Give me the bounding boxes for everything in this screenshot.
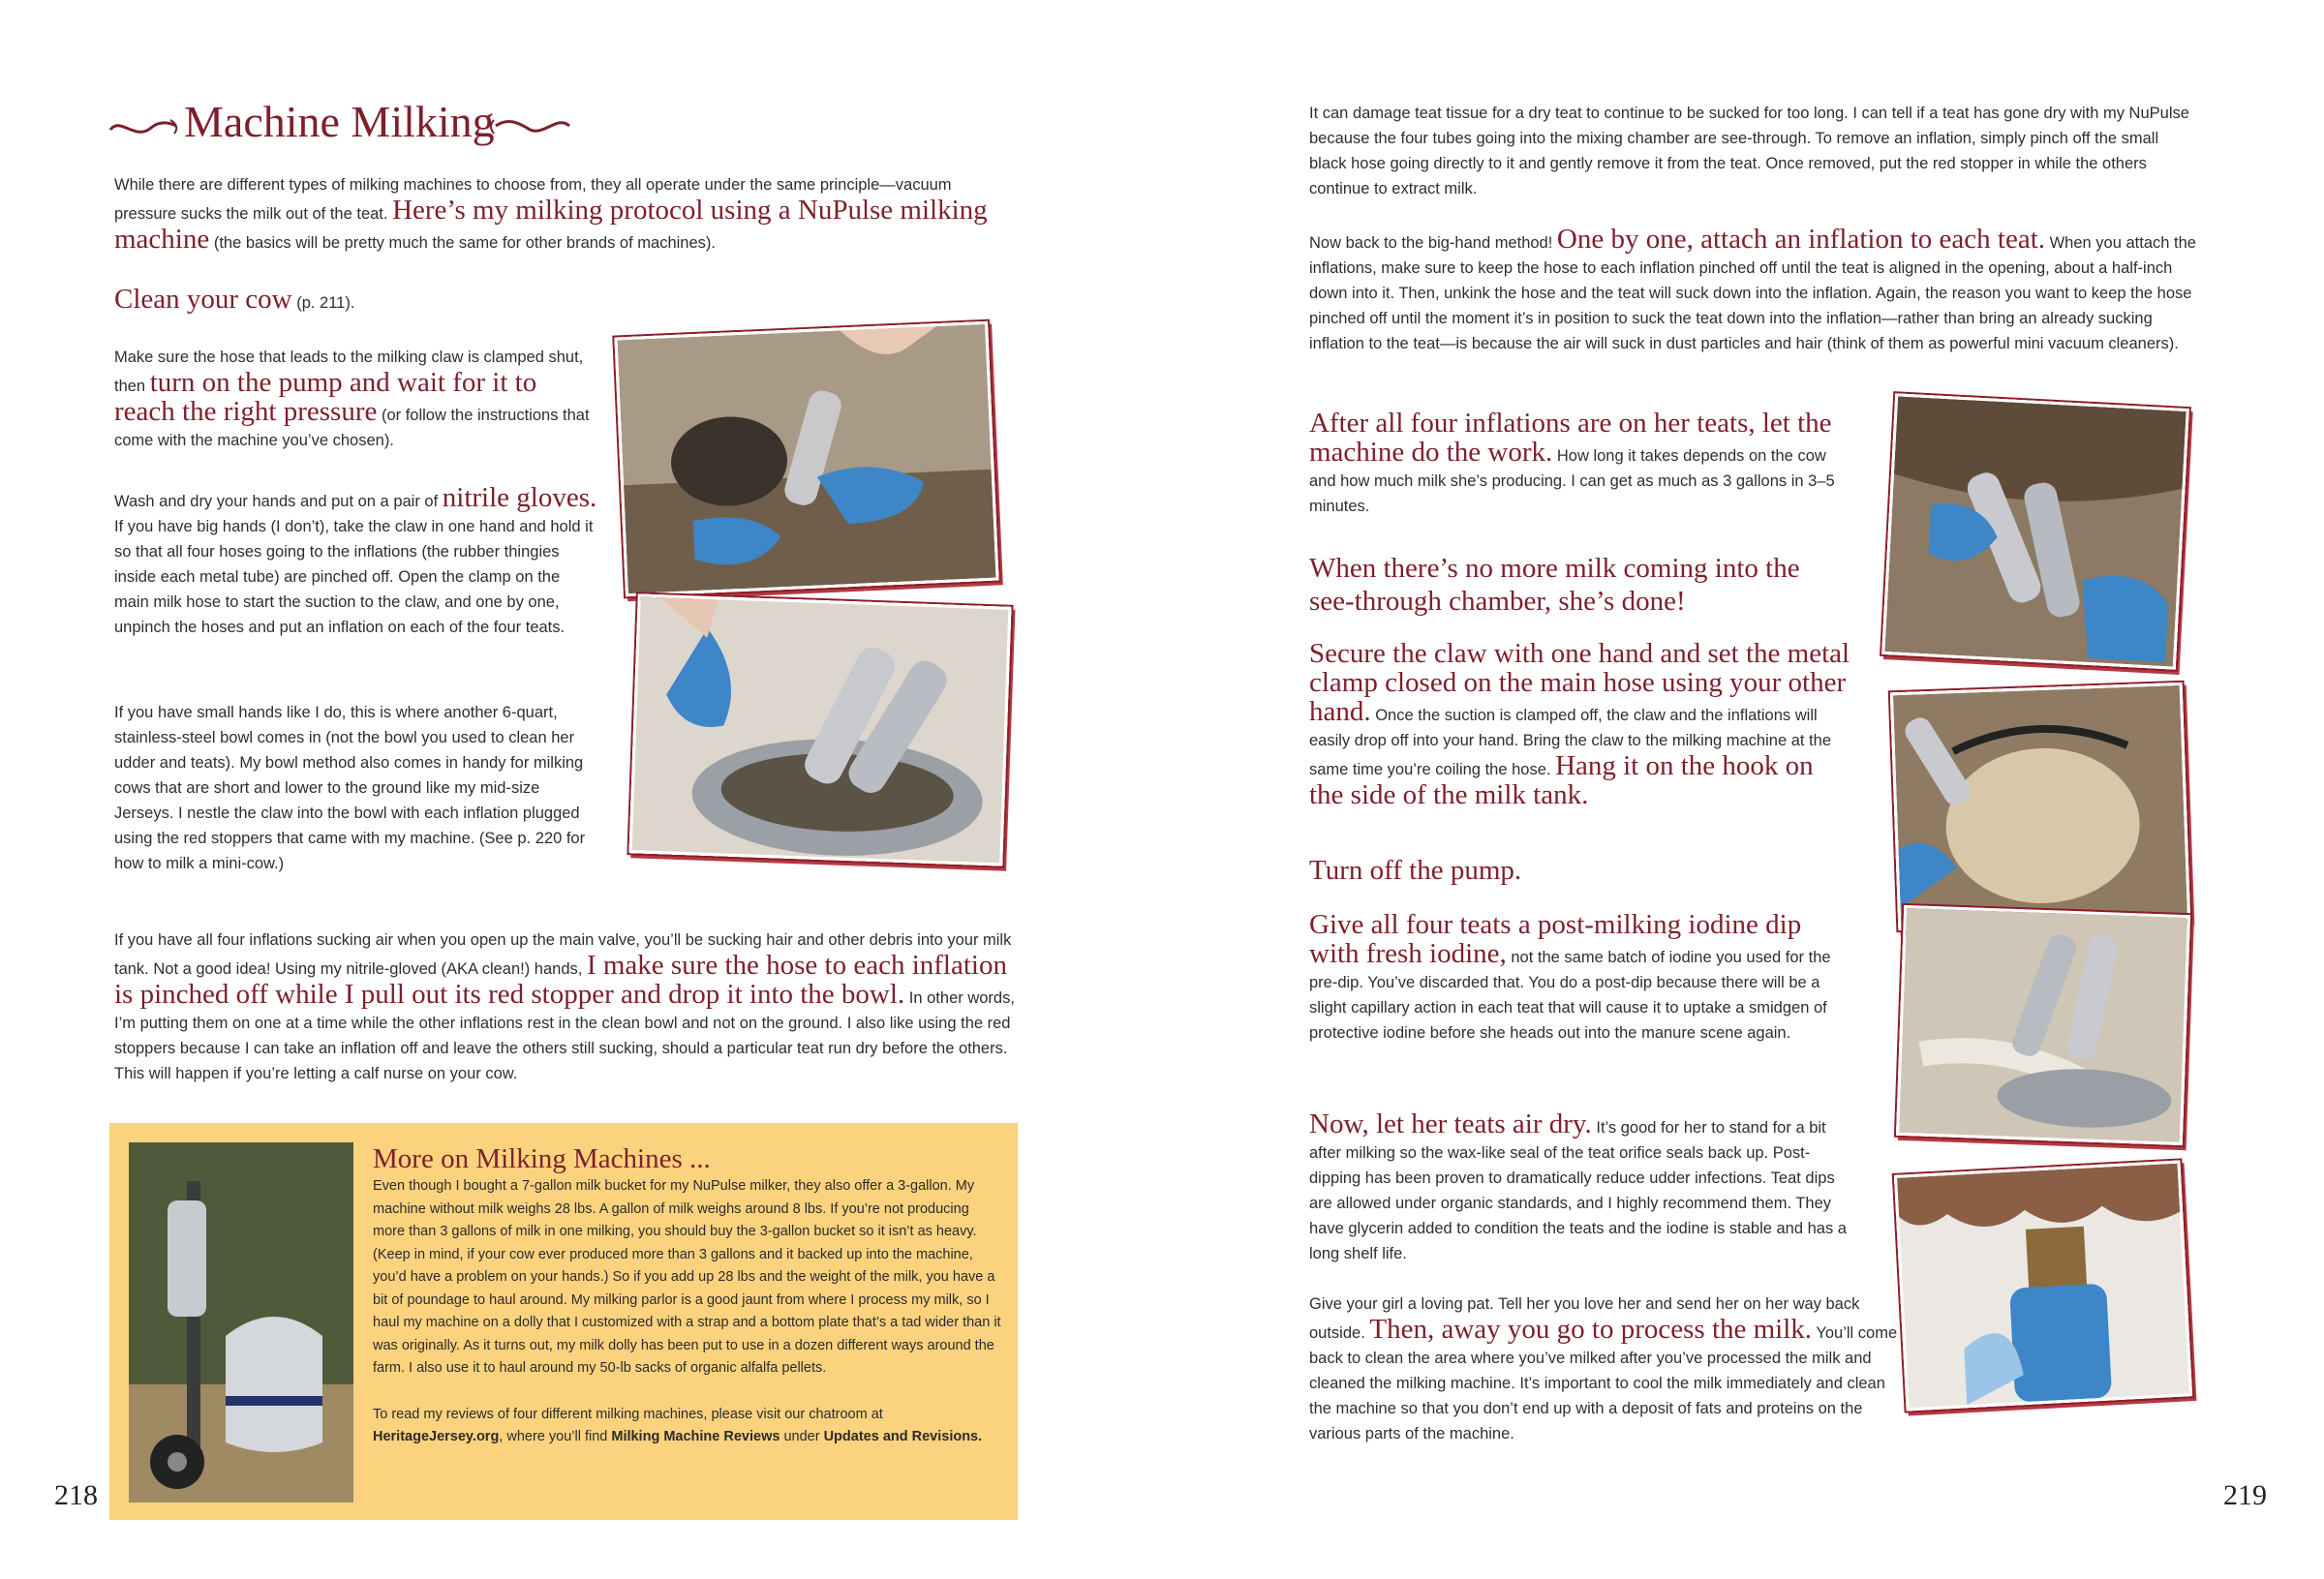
sidebar-footer-reviews: Milking Machine Reviews bbox=[611, 1429, 780, 1444]
secure-highlight: Secure the claw with one hand and set the metal clamp closed on the main hose using your other hand. bbox=[1309, 638, 1850, 727]
wash-paragraph bbox=[114, 482, 598, 640]
small-hands-paragraph: If you have small hands like I do, this is where another 6-quart, stainless-steel bowl comes in (not the bowl you used to clean her udder and teats). My bowl method also comes in handy for milking cows that are short and lower to the ground like my mid-size Jerseys. I nestle the claw into the bowl with each inflation plugged using the red stoppers that came with my machine. (See p. 220 for how to milk a mini-cow.) bbox=[114, 704, 586, 872]
photo-iodine-dip bbox=[1894, 1160, 2192, 1411]
photo-milker-on-dolly bbox=[129, 1142, 353, 1503]
page-title: Machine Milking bbox=[184, 97, 495, 146]
dip-tail: not the same batch of iodine you used for the pre-dip. You’ve discarded that. You do a post-dip because there will be a slight capillary action in each teat that will cause it to uptake a smidgen of protective iodine before she heads out into the manure scene again. bbox=[1309, 949, 1831, 1042]
secure-paragraph bbox=[1309, 638, 1851, 811]
dip-paragraph bbox=[1309, 909, 1851, 1046]
photo-claw-removed bbox=[1890, 683, 2190, 930]
airdry-highlight: Now, let her teats air dry. bbox=[1309, 1108, 1592, 1139]
swash-right-icon bbox=[486, 112, 573, 141]
sidebar-box bbox=[109, 1123, 1018, 1520]
sidebar-body: Even though I bought a 7-gallon milk bucket for my NuPulse milker, they also offer a 3-gallon. My machine without milk weighs 28 lbs. A gallon of milk weighs around 8 lbs. If you’re not producing more than 3 gallons of milk in one milking, you should buy the 3-gallon bucket so it isn’t as heavy. (Keep in mind, if your cow ever produced more than 3 gallons and it backed up into the machine, you’d have a problem on your hands.) So if you add up 28 lbs and the weight of the milk, you have a bit of poundage to haul around. My milking parlor is a good jaunt from where I process my milk, so I haul my machine on a dolly that I customized with a strap and a bottom plate that’s a tad wider than it was originally. As it turns out, my milk dolly has been put to use in a dozen different ways around the farm. I also use it to haul around my 50-lb sacks of organic alfalfa pellets. bbox=[373, 1178, 1001, 1376]
dry-paragraph: It can damage teat tissue for a dry teat to continue to be sucked for too long. I can tell if a teat has gone dry with my NuPulse because the four tubes going into the mixing chamber are see-through. To remove an inflation, simply pinch off the small black hose going directly to it and gently remove it from the teat. Once removed, put the red stopper in while the others continue to extract milk. bbox=[1309, 105, 2189, 197]
sidebar-footer bbox=[373, 1404, 1002, 1449]
page-title-row bbox=[107, 95, 610, 155]
bighand-text: Now back to the big-hand method! bbox=[1309, 234, 1553, 252]
photo-claw-in-bowl bbox=[628, 593, 1011, 865]
after-tail: How long it takes depends on the cow and how much milk she’s producing. I can get as much as 3 gallons in 3–5 minutes. bbox=[1309, 447, 1835, 515]
page-number-right: 219 bbox=[2223, 1479, 2267, 1511]
air-highlight: I make sure the hose to each inflation is pinched off while I pull out its red stopper and drop it into the bowl. bbox=[114, 950, 1007, 1010]
sidebar-title: More on Milking Machines ... bbox=[373, 1143, 711, 1174]
dip-highlight: Give all four teats a post-milking iodine dip with fresh iodine, bbox=[1309, 909, 1802, 969]
wash-highlight: nitrile gloves. bbox=[442, 482, 597, 513]
photo-inflations-on-teats bbox=[1881, 393, 2189, 670]
done-highlight: When there’s no more milk coming into the see-through chamber, she’s done! bbox=[1309, 553, 1800, 617]
clean-paragraph bbox=[114, 284, 598, 316]
photo-claw-hanging-icon bbox=[1899, 908, 2187, 1142]
swash-left-icon bbox=[107, 112, 184, 141]
clean-ref: (p. 211). bbox=[296, 294, 355, 312]
sidebar-footer-c: under bbox=[783, 1429, 820, 1444]
photo-claw-in-bowl-icon bbox=[632, 596, 1009, 863]
sidebar-footer-site[interactable]: HeritageJersey.org bbox=[373, 1429, 500, 1444]
airdry-tail: It’s good for her to stand for a bit after milking so the wax-like seal of the teat orifice seals back up. Post-dipping has been proven to dramatically reduce udder infections. Teat dips are allowed under organic standards, and I highly recommend them. They have glycerin added to condition the teats and the iodine is stable and has a long shelf life. bbox=[1309, 1119, 1847, 1262]
intro-paragraph bbox=[114, 172, 1015, 256]
bighand-paragraph bbox=[1309, 224, 2210, 356]
photo-milker-on-dolly-icon bbox=[129, 1142, 353, 1503]
air-text: If you have all four inflations sucking air when you open up the main valve, you’ll be sucking hair and other debris into your milk tank. Not a good idea! Using my nitrile-gloved (AKA clean!) hands, bbox=[114, 931, 1012, 978]
sidebar-footer-updates: Updates and Revisions. bbox=[823, 1429, 983, 1444]
wash-tail: If you have big hands (I don’t), take the claw in one hand and hold it so that all four hoses going to the inflations (the rubber thingies inside each metal tube) are pinched off. Open the clamp on the main milk hose to start the suction to the claw, and one by one, unpinch the hoses and put an inflation on each of the four teats. bbox=[114, 518, 594, 636]
pat-text: Give your girl a loving pat. Tell her you love her and send her on her way back outside. bbox=[1309, 1295, 1860, 1342]
airdry-paragraph bbox=[1309, 1108, 1851, 1266]
bighand-highlight: One by one, attach an inflation to each teat. bbox=[1556, 224, 2045, 255]
wash-text: Wash and dry your hands and put on a pair of bbox=[114, 493, 439, 510]
photo-attaching-claw bbox=[614, 321, 998, 597]
intro-tail: (the basics will be pretty much the same for other brands of machines). bbox=[213, 234, 716, 252]
hose-paragraph bbox=[114, 345, 598, 453]
bighand-tail: When you attach the inflations, make sure to keep the hose to each inflation pinched off until the teat is aligned in the opening, about a half-inch down into it. Then, unkink the hose and the teat will suck down into the inflation. Again, the reason you want to keep the hose pinched off until the moment it’s in position to suck the teat down into the inflation—rather than bring an already sucking inflation to the teat—is because the air will suck in dust particles and hair (think of them as powerful mini vacuum cleaners). bbox=[1309, 234, 2196, 352]
secure-tail: Once the suction is clamped off, the claw and the inflations will easily drop off into your hand. Bring the claw to the milking machine at the same time you’re coiling the hose. bbox=[1309, 707, 1831, 778]
after-paragraph bbox=[1309, 410, 1851, 519]
sidebar-footer-b: , where you’ll find bbox=[499, 1429, 608, 1444]
pat-highlight: Then, away you go to process the milk. bbox=[1369, 1314, 1813, 1345]
photo-inflations-on-teats-icon bbox=[1884, 396, 2186, 666]
intro-text: While there are different types of milking machines to choose from, they all operate under the same principle—vacuum pressure sucks the milk out of the teat. bbox=[114, 176, 952, 223]
hose-highlight: turn on the pump and wait for it to reach the right pressure bbox=[114, 367, 537, 427]
photo-attaching-claw-icon bbox=[617, 324, 995, 593]
hose-text: Make sure the hose that leads to the milking claw is clamped shut, then bbox=[114, 349, 584, 395]
sidebar-text bbox=[373, 1142, 1002, 1449]
photo-claw-removed-icon bbox=[1893, 685, 2187, 927]
pump-highlight: Turn off the pump. bbox=[1309, 855, 1522, 886]
clean-highlight: Clean your cow bbox=[114, 284, 292, 315]
air-tail: In other words, I’m putting them on one at a time while the other inflations rest in the clean bowl and not on the ground. I also like using the red stoppers because I can take an inflation off and leave the others still sucking, should a particular teat run dry before the others. This will happen if you’re letting a calf nurse on your cow. bbox=[114, 989, 1015, 1082]
sidebar-footer-a: To read my reviews of four different milking machines, please visit our chatroom at bbox=[373, 1406, 883, 1422]
after-highlight: After all four inflations are on her teats, let the machine do the work. bbox=[1309, 408, 1832, 468]
pat-paragraph bbox=[1309, 1291, 1910, 1446]
hose-tail: (or follow the instructions that come with the machine you’ve chosen). bbox=[114, 407, 590, 449]
page-number-left: 218 bbox=[54, 1479, 98, 1511]
hang-highlight: Hang it on the hook on the side of the milk tank. bbox=[1309, 750, 1814, 810]
photo-claw-hanging bbox=[1896, 905, 2190, 1145]
intro-highlight: Here’s my milking protocol using a NuPulse milking machine bbox=[114, 195, 988, 255]
photo-iodine-dip-icon bbox=[1897, 1164, 2189, 1409]
pat-tail: You’ll come back to clean the area where you’ve milked after you’ve processed the milk and cleaned the milking machine. It’s important to cool the milk immediately and clean the machine so that you don’t end up with a deposit of fats and proteins on the various parts of the machine. bbox=[1309, 1324, 1898, 1442]
air-paragraph bbox=[114, 927, 1020, 1086]
